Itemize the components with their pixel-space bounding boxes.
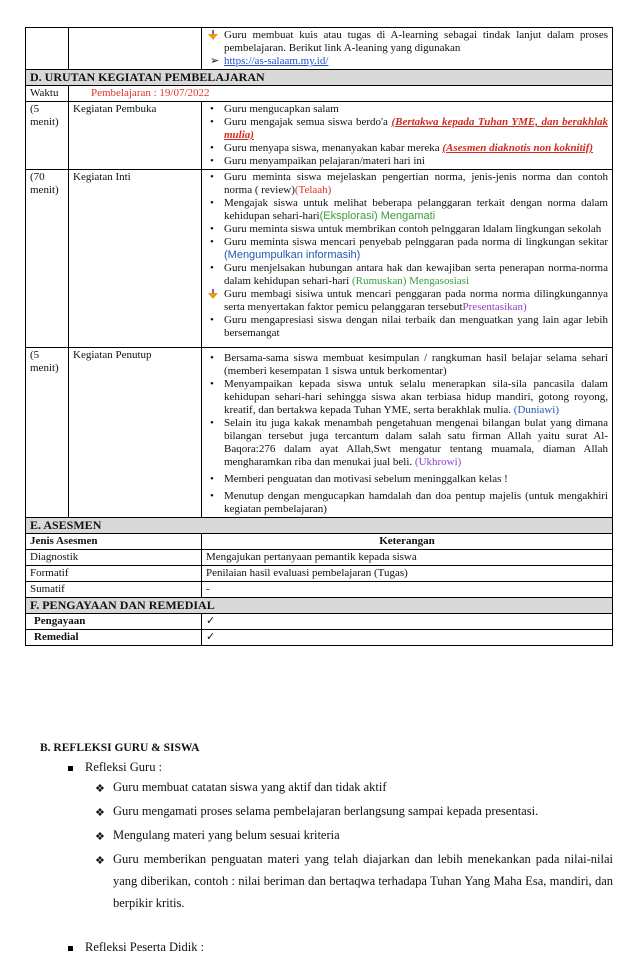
diamond-bullet-icon: ❖ [95, 807, 105, 819]
waktu-label: Waktu [26, 86, 69, 102]
list-item: • Guru menyampaikan pelajaran/materi hari ini [224, 155, 608, 168]
table-row: Formatif Penilaian hasil evaluasi pembelajaran (Tugas) [26, 566, 613, 582]
arrowhead-icon: ➢ [210, 55, 220, 67]
penutup-row [26, 348, 613, 518]
list-item: • Memberi penguatan dan motivasi sebelum meninggalkan kelas ! [224, 473, 608, 486]
list-item: • Bersama-sama siswa membuat kesimpulan / rangkuman hasil belajar selama sehari (memberi kesempatan 1 siswa untuk berkomentar) [224, 352, 608, 378]
table-row: Pengayaan ✓ [26, 614, 613, 630]
list-item: Guru membuat catatan siswa yang aktif dan tidak aktif [113, 780, 387, 794]
list-item: Mengulang materi yang belum sesuai kriteria [113, 828, 340, 842]
col-keterangan: Keterangan [202, 534, 613, 550]
table-row: Sumatif - [26, 582, 613, 598]
table-row: Diagnostik Mengajukan pertanyaan pemantik kepada siswa [26, 550, 613, 566]
pembuka-time: (5 menit) [26, 102, 69, 170]
check-icon: ✓ [202, 614, 613, 630]
list-item: • Guru meminta siswa untuk membrikan contoh pelnggaran ldalam lingkungan sekolah [224, 223, 608, 236]
list-item: • Menutup dengan mengucapkan hamdalah dan doa pentup majelis (untuk mengakhiri kegiatan pembelajaran) [224, 490, 608, 516]
list-item: • Guru menjelsakan hubungan antara hak dan kewajiban serta penerapan norma-norma dalam kehidupan sehari-hari (Rumuskan) Mengasosiasi [224, 262, 608, 288]
inti-name: Kegiatan Inti [69, 170, 202, 348]
lesson-plan-table [25, 27, 613, 646]
list-item: • Guru mengajak semua siswa berdo'a (Bertakwa kepada Tuhan YME, dan berakhlak mulia) [224, 116, 608, 142]
assessment-tag: (Asesmen diaknotis non koknitif) [442, 142, 594, 154]
list-item: • Guru mengapresiasi siswa dengan nilai terbaik dan menguatkan yang lain agar lebih bersemangat [224, 314, 608, 340]
col-jenis-asesmen: Jenis Asesmen [26, 534, 202, 550]
arrow-down-icon [207, 289, 219, 300]
diamond-bullet-icon: ❖ [95, 831, 105, 843]
a-learning-link[interactable]: https://as-salaam.my.id/ [224, 55, 329, 67]
list-item: • Guru mengucapkan salam [224, 103, 608, 116]
check-icon: ✓ [202, 630, 613, 646]
square-bullet-icon [68, 766, 73, 771]
list-item: Guru membagi sisiwa untuk mencari penggaran pada norma norma dilingkungannya serta menyertakan faktor pemicu pelanggaran tersebutPresentasikan) [224, 288, 608, 314]
character-tag: (Bertakwa kepada Tuhan YME, dan berakhlak mulia) [224, 116, 609, 141]
pembuka-name: Kegiatan Pembuka [69, 102, 202, 170]
square-bullet-icon [68, 946, 73, 951]
list-item: • Guru meminta siswa mencari penyebab pelnggaran pada norma di lingkungan sekitar (Mengumpulkan informasih) [224, 236, 608, 262]
pembelajaran-date: Pembelajaran : 19/07/2022 [69, 86, 613, 102]
refleksi-guru-label: Refleksi Guru : [68, 760, 162, 775]
list-item: • Guru menyapa siswa, menanyakan kabar mereka (Asesmen diaknotis non koknitif) [224, 142, 608, 155]
refleksi-heading: B. REFLEKSI GURU & SISWA [40, 742, 200, 754]
penutup-time: (5 menit) [26, 348, 69, 518]
inti-time: (70 menit) [26, 170, 69, 348]
refleksi-siswa-label: Refleksi Peserta Didik : [68, 940, 204, 955]
diamond-bullet-icon: ❖ [95, 783, 105, 795]
inti-row [26, 170, 613, 348]
penutup-name: Kegiatan Penutup [69, 348, 202, 518]
list-item [210, 55, 608, 68]
diamond-bullet-icon: ❖ [95, 855, 105, 867]
section-d-title: D. URUTAN KEGIATAN PEMBELAJARAN [26, 70, 613, 86]
list-item: • Menyampaikan kepada siswa untuk selalu menerapkan sila-sila pancasila dalam kehidupan sehari-hari sehingga siswa akan terbiasa hidup mandiri, gotong royong, kreatif, dan bertakwa kepada Tuhan YME, serta berakhlak mulia. (Duniawi) [224, 378, 608, 417]
section-e-title: E. ASESMEN [26, 518, 613, 534]
list-item: • Guru meminta siswa mejelaskan pengertian norma, jenis-jenis norma dan contoh norma ( review)(Telaah) [224, 171, 608, 197]
list-item: • Mengajak siswa untuk melihat beberapa pelanggaran terkait dengan norma dalam kehidupan sehari-hari(Eksplorasi) Mengamati [224, 197, 608, 223]
section-f-title: F. PENGAYAAN DAN REMEDIAL [26, 598, 613, 614]
top-row [26, 28, 613, 70]
list-item: Guru memberikan penguatan materi yang telah diajarkan dan lebih menekankan pada nilai-nilai yang diberikan, contoh : nilai beriman dan bertaqwa terhadapa Tuhan Yang Maha Esa, mandiri, dan berpikir kritis. [113, 852, 613, 910]
list-item: • Selain itu juga kakak menambah pengetahuan mengenai bilangan bulat yang dimana bilangan tersebut juga tercantum dalam salah satu firman Allah yaitu surat Al-Baqora:276 dalam ayat Allah,Swt mengatur tentang muamala, diaman Allah mengharamkan riba dan menukai jual beli. (Ukhrowi) [224, 417, 608, 469]
table-row: Remedial ✓ [26, 630, 613, 646]
arrow-down-icon [207, 30, 219, 41]
list-item: Guru mengamati proses selama pembelajaran berlangsung sampai kepada presentasi. [113, 804, 539, 818]
top-row-content [202, 28, 613, 70]
list-item: Guru membuat kuis atau tugas di A-learning sebagai tindak lanjut dalam proses pembelajaran. Berikut link A-leaning yang digunakan [224, 29, 608, 55]
lesson-plan-table-wrapper [25, 27, 612, 646]
pembuka-row [26, 102, 613, 170]
